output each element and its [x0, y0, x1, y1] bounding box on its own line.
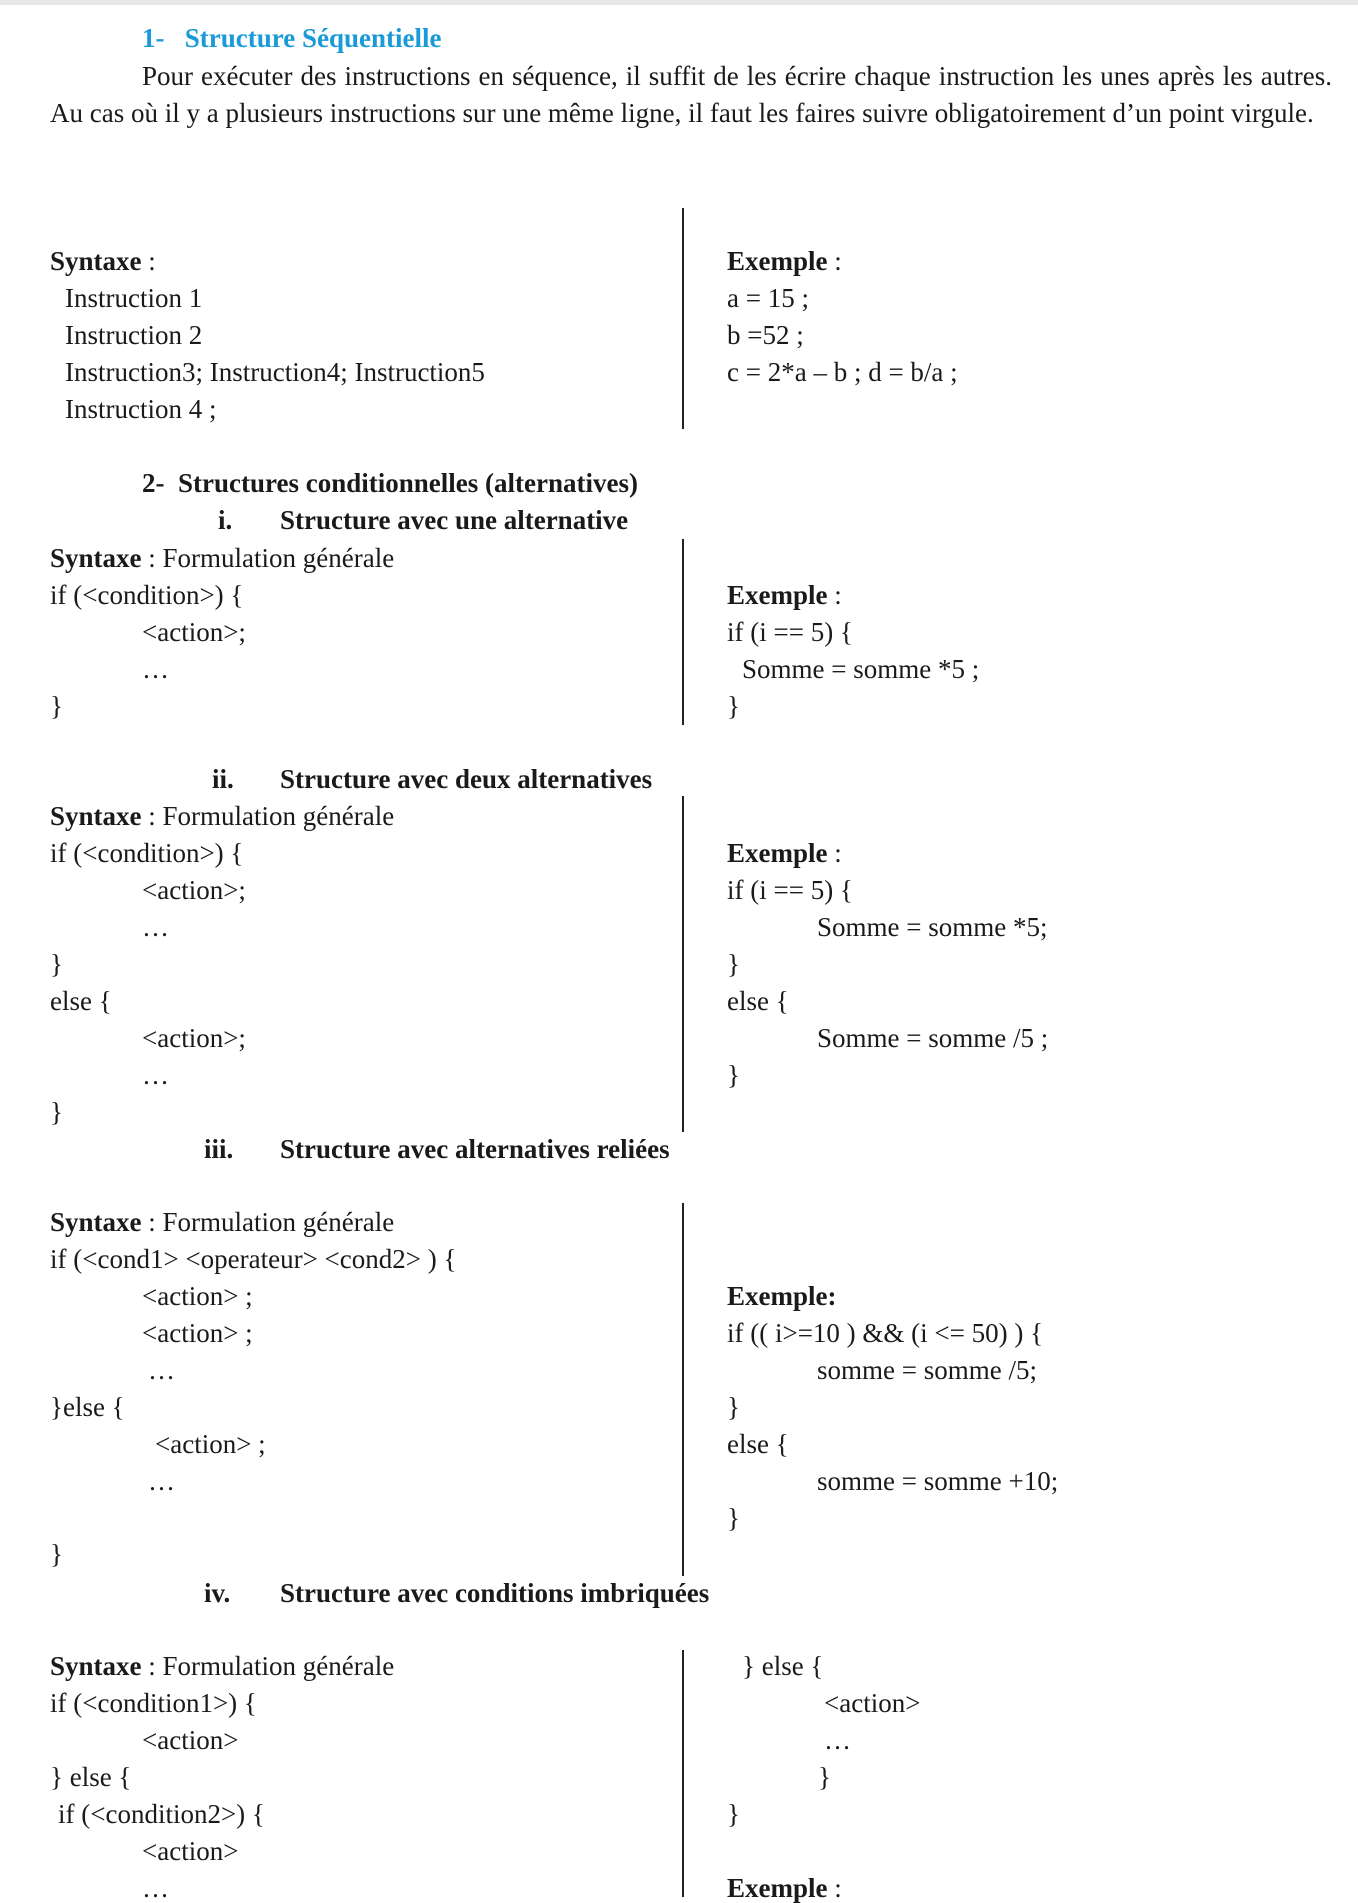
nested-line: } — [727, 1799, 740, 1829]
syntax-line: if (<condition1>) { — [50, 1688, 257, 1718]
syntax-line: if (<condition2>) { — [58, 1799, 265, 1829]
syntax-suffix: : Formulation générale — [141, 543, 395, 573]
syntax-label-ii — [50, 803, 394, 830]
section-2-heading — [142, 470, 638, 497]
example-line: } — [727, 1392, 740, 1422]
example-line: } — [727, 1503, 740, 1533]
subsection-i-heading — [218, 507, 232, 534]
example-line: a = 15 ; — [727, 283, 809, 313]
column-divider-3 — [682, 796, 684, 1132]
syntax-line: <action>; — [142, 875, 246, 905]
syntax-label-iii — [50, 1209, 394, 1236]
syntax-line: } — [50, 1539, 63, 1569]
section-1-paragraph — [50, 58, 1332, 132]
column-divider-1 — [682, 208, 684, 429]
syntax-line: } — [50, 1097, 63, 1127]
syntax-line: } — [50, 691, 63, 721]
page-top-border — [0, 0, 1358, 5]
section-1-paragraph-text: Pour exécuter des instructions en séquence, il suffit de les écrire chaque instruction les unes après les autres. Au cas où il y a plusieurs instructions sur une même ligne, il faut les faires suivre obligatoirement d’un point virgule. — [50, 61, 1332, 128]
syntax-line: <action> — [142, 1836, 239, 1866]
syntax-label-text: Syntaxe — [50, 246, 142, 276]
syntax-line: }else { — [50, 1392, 125, 1422]
section-1-number: 1- — [142, 23, 165, 53]
syntax-line: if (<cond1> <operateur> <cond2> ) { — [50, 1244, 457, 1274]
syntax-line: … — [142, 912, 169, 942]
syntax-line: <action> ; — [142, 1318, 253, 1348]
syntax-suffix: : Formulation générale — [141, 1651, 395, 1681]
example-line: else { — [727, 986, 789, 1016]
section-2-number: 2- — [142, 468, 165, 498]
example-line: c = 2*a – b ; d = b/a ; — [727, 357, 958, 387]
example-line: } — [727, 691, 740, 721]
example-line: if (i == 5) { — [727, 875, 853, 905]
syntax-line: <action> — [142, 1725, 239, 1755]
column-divider-5 — [682, 1650, 684, 1897]
column-divider-2 — [682, 539, 684, 725]
example-label-text: Exemple — [727, 1873, 828, 1903]
syntax-label-text: Syntaxe — [50, 801, 142, 831]
example-line: somme = somme +10; — [817, 1466, 1059, 1496]
syntax-line: if (<condition>) { — [50, 580, 244, 610]
section-1-title: Structure Séquentielle — [184, 23, 442, 53]
example-line: } — [727, 949, 740, 979]
syntax-suffix: : Formulation générale — [141, 801, 395, 831]
example-line: somme = somme /5; — [817, 1355, 1037, 1385]
syntax-line: Instruction 2 — [65, 320, 203, 350]
syntax-label-text: Syntaxe — [50, 1651, 142, 1681]
subsection-iii-numeral: iii. — [204, 1134, 234, 1164]
example-label-text: Exemple — [727, 580, 828, 610]
syntax-line: … — [148, 1355, 175, 1385]
syntax-label-iv — [50, 1653, 394, 1680]
subsection-iv-numeral: iv. — [204, 1578, 231, 1608]
example-line: Somme = somme /5 ; — [817, 1023, 1049, 1053]
subsection-ii-numeral: ii. — [212, 764, 234, 794]
example-line: } — [727, 1060, 740, 1090]
example-line: if (( i>=10 ) && (i <= 50) ) { — [727, 1318, 1044, 1348]
syntax-line: <action> ; — [142, 1281, 253, 1311]
syntax-line: if (<condition>) { — [50, 838, 244, 868]
syntax-line: Instruction3; Instruction4; Instruction5 — [65, 357, 485, 387]
syntax-line: <action>; — [142, 617, 246, 647]
syntax-label-i — [50, 545, 394, 572]
example-label-1: Exemple : — [727, 246, 842, 276]
syntax-line: … — [142, 1060, 169, 1090]
example-label-text: Exemple — [727, 246, 828, 276]
syntax-line: … — [148, 1466, 175, 1496]
example-label-text: Exemple — [727, 838, 828, 868]
nested-line: <action> — [824, 1688, 921, 1718]
subsection-i-numeral: i. — [218, 505, 233, 535]
nested-line: } else { — [742, 1651, 824, 1681]
nested-line: } — [818, 1762, 831, 1792]
nested-line: … — [824, 1725, 851, 1755]
example-line: b =52 ; — [727, 320, 804, 350]
subsection-iii-title: Structure avec alternatives reliées — [280, 1134, 670, 1164]
syntax-suffix: : Formulation générale — [141, 1207, 395, 1237]
example-label-iii: Exemple: — [727, 1281, 837, 1311]
example-line: Somme = somme *5; — [817, 912, 1048, 942]
syntax-line: } else { — [50, 1762, 132, 1792]
section-1-heading — [142, 25, 441, 52]
example-line: Somme = somme *5 ; — [742, 654, 980, 684]
syntax-line: <action>; — [142, 1023, 246, 1053]
syntax-line: … — [142, 654, 169, 684]
subsection-i-title: Structure avec une alternative — [280, 505, 629, 535]
example-line: if (i == 5) { — [727, 617, 853, 647]
syntax-line: else { — [50, 986, 112, 1016]
syntax-label-1: Syntaxe : — [50, 246, 156, 276]
syntax-line: <action> ; — [155, 1429, 266, 1459]
syntax-line: Instruction 1 — [65, 283, 203, 313]
section-2-title: Structures conditionnelles (alternatives) — [178, 468, 638, 498]
example-label-i: Exemple : — [727, 580, 842, 610]
subsection-ii-title: Structure avec deux alternatives — [280, 764, 653, 794]
syntax-label-text: Syntaxe — [50, 543, 142, 573]
example-line: else { — [727, 1429, 789, 1459]
syntax-label-text: Syntaxe — [50, 1207, 142, 1237]
column-divider-4 — [682, 1203, 684, 1576]
example-label-iv: Exemple : — [727, 1873, 842, 1903]
example-label-ii: Exemple : — [727, 838, 842, 868]
syntax-line: Instruction 4 ; — [65, 394, 217, 424]
syntax-line: } — [50, 949, 63, 979]
subsection-iv-title: Structure avec conditions imbriquées — [280, 1578, 710, 1608]
syntax-line: … — [142, 1873, 169, 1903]
